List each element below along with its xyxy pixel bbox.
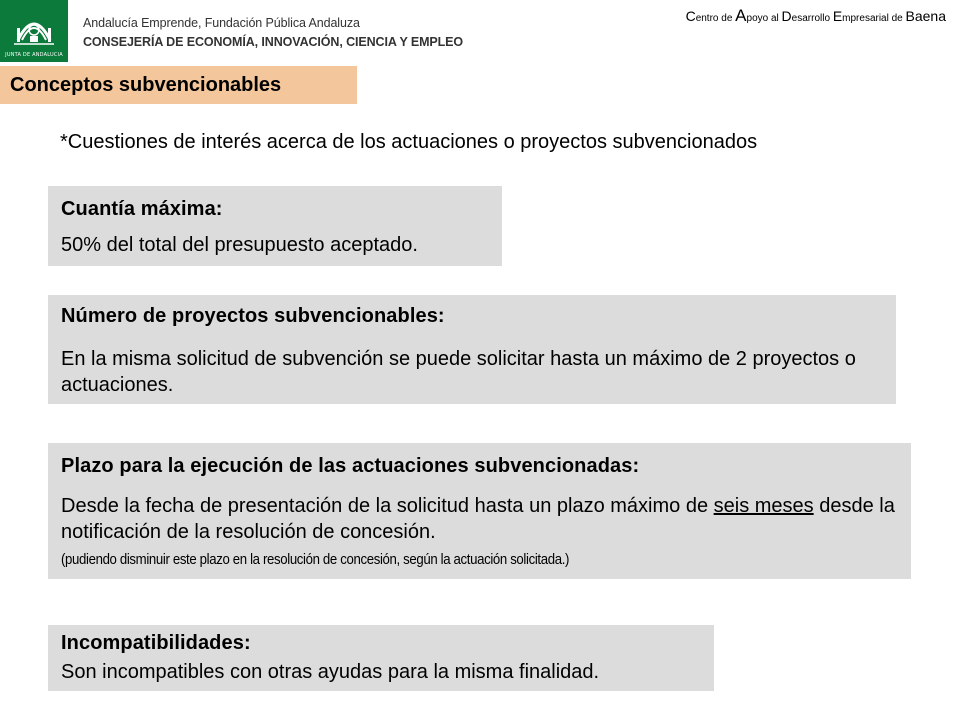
box-numero-proyectos xyxy=(48,295,896,404)
org-name: Andalucía Emprende, Fundación Pública Andaluza xyxy=(83,16,360,30)
box-note: (pudiendo disminuir este plazo en la resolución de concesión, según la actuación solicitada.) xyxy=(61,551,570,568)
intro-text: *Cuestiones de interés acerca de los actuaciones o proyectos subvencionados xyxy=(60,131,758,153)
section-title-tab xyxy=(0,66,357,104)
box-title: Cuantía máxima: xyxy=(61,198,223,220)
box-cuantia-maxima xyxy=(48,186,502,266)
box-text: 50% del total del presupuesto aceptado. xyxy=(61,234,418,256)
underlined-term: seis meses xyxy=(713,495,814,517)
section-title: Conceptos subvencionables xyxy=(10,74,282,96)
box-text: Desde la fecha de presentación de la solicitud hasta un plazo máximo de seis meses desde la notificación de la resolución de concesión. (pudiendo disminuir este plazo en la resolución de concesión, según la actuación solicitada.) xyxy=(61,493,901,573)
ministry-name: CONSEJERÍA DE ECONOMÍA, INNOVACIÓN, CIENCIA Y EMPLEO xyxy=(83,35,464,49)
box-incompatibilidades xyxy=(48,625,714,691)
box-plazo-ejecucion xyxy=(48,443,911,579)
box-text: En la misma solicitud de subvención se puede solicitar hasta un máximo de 2 proyectos o actuaciones. xyxy=(61,348,856,396)
cade-label: Centro de Apoyo al Desarrollo Empresarial de Baena xyxy=(685,6,946,25)
box-text: Son incompatibles con otras ayudas para la misma finalidad. xyxy=(61,661,600,683)
box-title: Número de proyectos subvencionables: xyxy=(61,305,445,327)
logo-caption: JUNTA DE ANDALUCIA xyxy=(5,52,63,58)
box-title: Plazo para la ejecución de las actuaciones subvencionadas: xyxy=(61,455,640,477)
box-title: Incompatibilidades: xyxy=(61,632,251,654)
junta-andalucia-logo xyxy=(0,0,68,62)
